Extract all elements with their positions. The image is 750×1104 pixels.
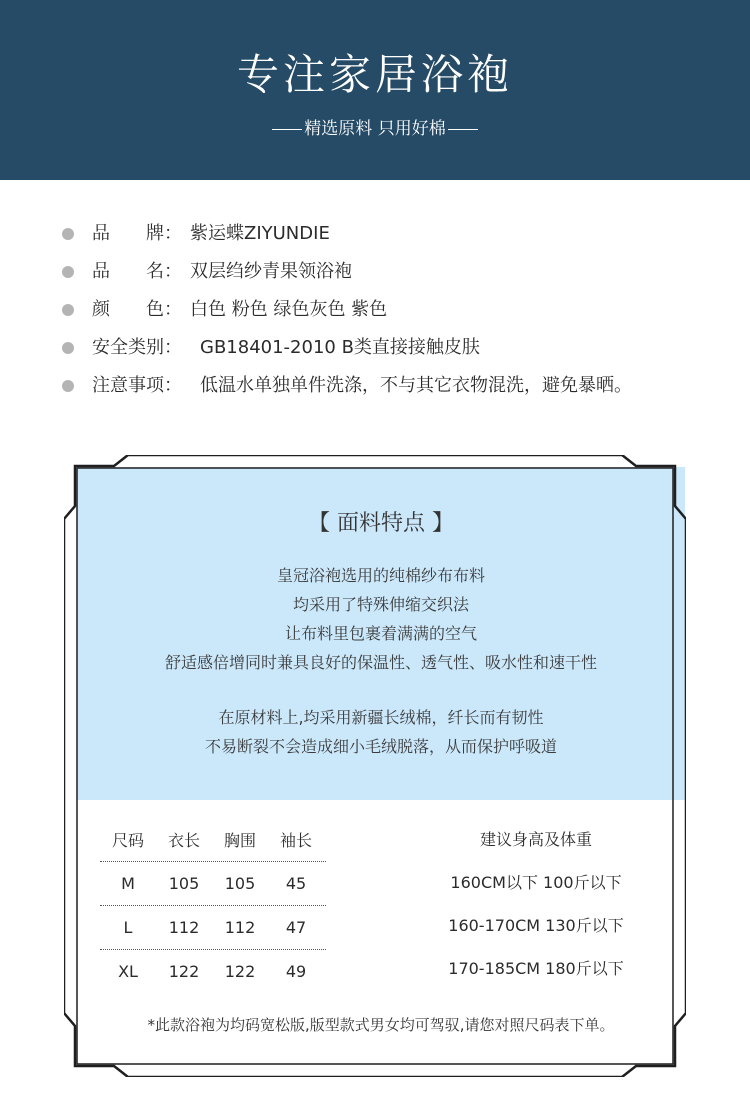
table-cell: 105 — [168, 874, 200, 893]
spec-row-care — [62, 374, 742, 412]
subtitle-rule-right — [448, 129, 478, 130]
spec-label: 颜 色： — [92, 299, 182, 320]
fabric-line: 在原材料上,均采用新疆长绒棉，纤长而有韧性 — [218, 708, 544, 727]
table-cell: 112 — [224, 918, 256, 937]
spec-label: 安全类别： — [92, 337, 182, 358]
spec-label: 注意事项： — [92, 375, 182, 396]
fabric-line: 均采用了特殊伸缩交织法 — [292, 595, 469, 614]
subtitle-rule-left — [272, 129, 302, 130]
table-cell: XL — [118, 962, 138, 981]
fabric-line: 不易断裂不会造成细小毛绒脱落，从而保护呼吸道 — [204, 737, 557, 756]
recommend-row: 170-185CM 180斤以下 — [448, 959, 624, 978]
spec-value: 紫运蝶ZIYUNDIE — [190, 223, 330, 244]
size-table — [100, 818, 326, 993]
header-cell: 尺码 — [111, 831, 144, 850]
table-cell: L — [123, 918, 133, 937]
subtitle-text: 精选原料 只用好棉 — [304, 119, 446, 139]
table-cell: 105 — [224, 874, 256, 893]
fabric-section-title: 【 面料特点 】 — [308, 511, 454, 536]
spec-row-name — [62, 260, 742, 298]
fabric-description-b — [77, 703, 685, 761]
header-cell: 胸围 — [223, 831, 256, 850]
header-cell: 袖长 — [279, 831, 312, 850]
spec-row-safety — [62, 336, 742, 374]
fabric-description-a — [77, 561, 685, 677]
recommend-row: 160CM以下 100斤以下 — [450, 873, 622, 892]
spec-label: 品 牌： — [92, 223, 182, 244]
bullet-icon — [62, 380, 74, 392]
spec-value: 白色 粉色 绿色灰色 紫色 — [190, 299, 388, 320]
spec-row-brand — [62, 222, 742, 260]
page-title: 专注家居浴袍 — [236, 50, 513, 99]
bullet-icon — [62, 304, 74, 316]
table-row — [100, 906, 326, 950]
bullet-icon — [62, 228, 74, 240]
table-row — [100, 950, 326, 993]
fabric-line: 舒适感倍增同时兼具良好的保温性、透气性、吸水性和速干性 — [164, 653, 597, 672]
table-cell: 47 — [285, 918, 307, 937]
spec-value: 双层绉纱青果领浴袍 — [190, 261, 352, 282]
spec-list — [62, 222, 742, 412]
table-cell: 112 — [168, 918, 200, 937]
header-cell: 衣长 — [167, 831, 200, 850]
spec-label: 品 名： — [92, 261, 182, 282]
bullet-icon — [62, 342, 74, 354]
fabric-line: 让布料里包裹着满满的空气 — [284, 624, 477, 643]
header-banner — [0, 0, 750, 180]
recommend-row: 160-170CM 130斤以下 — [448, 916, 624, 935]
table-cell: 122 — [224, 962, 256, 981]
table-cell: 45 — [285, 874, 307, 893]
table-cell: 122 — [168, 962, 200, 981]
table-cell: M — [121, 874, 135, 893]
spec-value: 低温水单独单件洗涤，不与其它衣物混洗，避免暴晒。 — [200, 375, 632, 396]
size-note: *此款浴袍为均码宽松版,版型款式男女均可驾驭,请您对照尺码表下单。 — [147, 1016, 615, 1034]
bullet-icon — [62, 266, 74, 278]
table-row — [100, 862, 326, 906]
recommend-header: 建议身高及体重 — [479, 830, 592, 849]
fabric-line: 皇冠浴袍选用的纯棉纱布布料 — [276, 566, 485, 585]
recommend-table — [436, 818, 636, 990]
size-table-header — [100, 818, 326, 862]
spec-value: GB18401-2010 B类直接接触皮肤 — [200, 337, 480, 358]
spec-row-color — [62, 298, 742, 336]
table-cell: 49 — [285, 962, 307, 981]
page-subtitle — [0, 114, 750, 139]
